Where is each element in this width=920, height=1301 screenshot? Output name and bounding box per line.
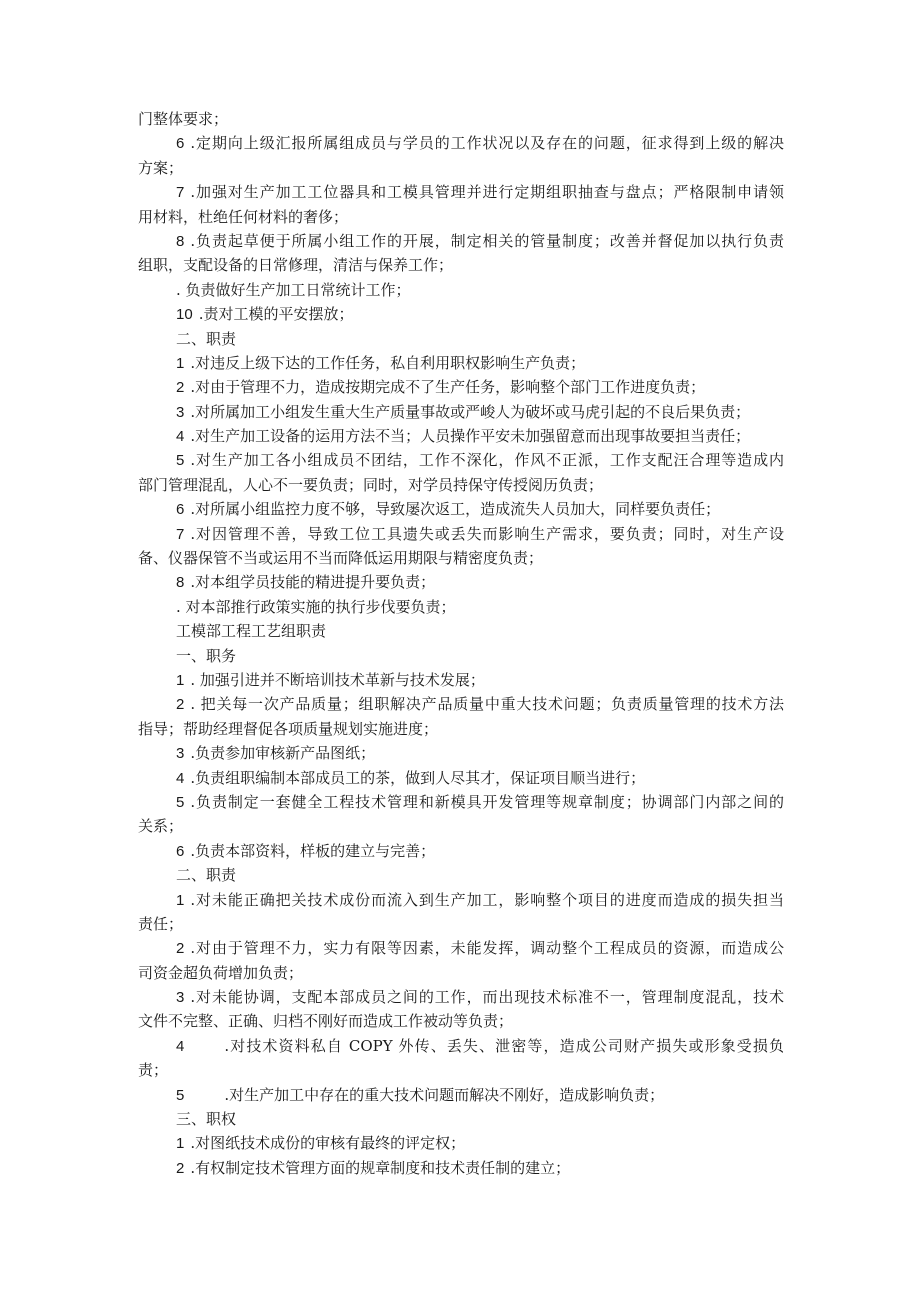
document-line (138, 961, 784, 985)
item-number: 1 (176, 671, 185, 689)
line-text: . 负责做好生产加工日常统计工作； (176, 280, 411, 299)
document-line (138, 448, 784, 472)
item-number: 3 (176, 745, 185, 763)
line-text: . 把关每一次产品质量；组职解决产品质量中重大技术问题；负责质量管理的技术方法 (190, 695, 784, 714)
document-line (138, 546, 784, 570)
item-number: 2 (176, 379, 185, 397)
document-line (138, 1034, 784, 1058)
line-text: 二、职责 (176, 866, 237, 885)
document-line (138, 253, 784, 277)
line-text: 部门管理混乱，人心不一要负责；同时，对学员持保守传授阅历负责； (138, 475, 604, 494)
line-text: 门整体要求； (138, 110, 229, 128)
line-text: 指导；帮助经理督促各项质量规划实施进度； (138, 719, 439, 738)
item-number: 1 (176, 1135, 185, 1153)
line-text: .对生产加工中存在的重大技术问题而解决不刚好，造成影响负责； (224, 1085, 665, 1104)
line-text: . 加强引进并不断培训技术革新与技术发展； (190, 670, 485, 689)
line-text: .对因管理不善，导致工位工具遗失或丢失而影响生产需求，要负责；同时，对生产设 (190, 524, 784, 543)
document-line (138, 302, 784, 326)
item-number: 5 (176, 452, 185, 470)
document-line (138, 229, 784, 253)
item-number: 8 (176, 574, 185, 592)
document-line (138, 668, 784, 692)
item-number: 5 (176, 793, 185, 811)
document-body (138, 107, 784, 1180)
item-number: 8 (176, 232, 185, 250)
item-number: 5 (176, 1086, 185, 1104)
document-line (138, 766, 784, 790)
line-text: .负责组职编制本部成员工的茶，做到人尽其才，保证项目顺当进行； (190, 768, 646, 787)
line-text: . 对本部推行政策实施的执行步伐要负责； (176, 597, 456, 616)
line-text: .负责本部资料，样板的建立与完善； (190, 841, 436, 860)
line-text: 工模部工程工艺组职责 (176, 622, 327, 641)
document-line (138, 1083, 784, 1107)
line-text: .责对工模的平安摆放； (198, 305, 354, 324)
line-text: .对所属小组监控力度不够，导致屡次返工，造成流失人员加大，同样要负责任； (190, 500, 721, 519)
line-text: .对生产加工设备的运用方法不当；人员操作平安未加强留意而出现事故要担当责任； (190, 427, 751, 446)
document-line (138, 351, 784, 375)
document-line (138, 741, 784, 765)
document-line (138, 278, 784, 302)
document-line (138, 1009, 784, 1033)
line-text: 备、仪器保管不当或运用不当而降低运用期限与精密度负责； (138, 549, 544, 568)
document-line (138, 790, 784, 814)
item-number: 2 (176, 696, 185, 714)
line-text: 关系； (138, 817, 184, 836)
document-line (138, 131, 784, 155)
document-line (138, 424, 784, 448)
line-text: 司资金超负荷增加负责； (138, 963, 304, 982)
document-line (138, 595, 784, 619)
document-line (138, 107, 784, 131)
document-line (138, 814, 784, 838)
item-number: 2 (176, 1159, 185, 1177)
line-text: .负责起草便于所属小组工作的开展，制定相关的管量制度；改善并督促加以执行负责 (190, 231, 784, 250)
document-line (138, 985, 784, 1009)
line-text: .对所属加工小组发生重大生产质量事故或严峻人为破坏或马虎引起的不良后果负责； (190, 402, 751, 421)
line-text: 用材料，杜绝任何材料的奢侈； (138, 207, 349, 226)
document-line (138, 936, 784, 960)
document-line (138, 863, 784, 887)
line-text: .对图纸技术成份的审核有最终的评定权； (190, 1134, 466, 1153)
document-line (138, 327, 784, 351)
document-line (138, 912, 784, 936)
line-text: .对由于管理不力，造成按期完成不了生产任务，影响整个部门工作进度负责； (190, 378, 706, 397)
document-line (138, 1058, 784, 1082)
item-number: 1 (176, 891, 185, 909)
document-line (138, 644, 784, 668)
item-number: 7 (176, 525, 185, 543)
item-number: 6 (176, 501, 185, 519)
line-text: .负责参加审核新产品图纸； (190, 744, 376, 763)
item-number: 4 (176, 1037, 185, 1055)
line-text: 三、职权 (176, 1110, 237, 1129)
document-line (138, 473, 784, 497)
document-line (138, 717, 784, 741)
document-line (138, 1131, 784, 1155)
line-text: .对技术资料私自 COPY 外传、丢失、泄密等，造成公司财产损失或形象受损负 (224, 1036, 784, 1055)
line-text: .对未能正确把关技术成份而流入到生产加工，影响整个项目的进度而造成的损失担当 (190, 890, 784, 909)
item-number: 4 (176, 769, 185, 787)
line-text: .对未能协调，支配本部成员之间的工作，而出现技术标准不一，管理制度混乱，技术 (190, 988, 784, 1007)
document-line (138, 619, 784, 643)
document-line (138, 1107, 784, 1131)
document-line (138, 692, 784, 716)
line-text: .定期向上级汇报所属组成员与学员的工作状况以及存在的问题，征求得到上级的解决 (190, 134, 784, 153)
document-line (138, 205, 784, 229)
line-text: .有权制定技术管理方面的规章制度和技术责任制的建立； (190, 1158, 571, 1177)
line-text: 二、职责 (176, 329, 237, 348)
item-number: 3 (176, 403, 185, 421)
document-line (138, 1156, 784, 1180)
document-line (138, 497, 784, 521)
line-text: 一、职务 (176, 646, 237, 665)
document-line (138, 839, 784, 863)
line-text: .对生产加工各小组成员不团结，工作不深化，作风不正派，工作支配汪合理等造成内 (190, 451, 784, 470)
line-text: 责任； (138, 914, 184, 933)
document-line (138, 522, 784, 546)
line-text: 方案； (138, 158, 184, 177)
line-text: 责； (138, 1061, 169, 1080)
item-number: 2 (176, 940, 185, 958)
line-text: 文件不完整、正确、归档不刚好而造成工作被动等负责； (138, 1012, 514, 1031)
line-text: .对本组学员技能的精进提升要负责； (190, 573, 436, 592)
document-line (138, 156, 784, 180)
document-line (138, 180, 784, 204)
line-text: 组职，支配设备的日常修理，清洁与保养工作； (138, 256, 454, 275)
line-text: .对违反上级下达的工作任务，私自利用职权影响生产负责； (190, 353, 586, 372)
item-number: 6 (176, 135, 185, 153)
line-text: .对由于管理不力，实力有限等因素，未能发挥，调动整个工程成员的资源，而造成公 (190, 939, 784, 958)
item-number: 10 (176, 306, 193, 324)
document-line (138, 570, 784, 594)
item-number: 1 (176, 354, 185, 372)
item-number: 6 (176, 842, 185, 860)
document-line (138, 888, 784, 912)
item-number: 4 (176, 428, 185, 446)
item-number: 7 (176, 184, 185, 202)
line-text: .加强对生产加工工位器具和工模具管理并进行定期组职抽查与盘点；严格限制申请领 (190, 183, 784, 202)
document-line (138, 400, 784, 424)
line-text: .负责制定一套健全工程技术管理和新模具开发管理等规章制度；协调部门内部之间的 (190, 792, 784, 811)
document-line (138, 375, 784, 399)
item-number: 3 (176, 989, 185, 1007)
